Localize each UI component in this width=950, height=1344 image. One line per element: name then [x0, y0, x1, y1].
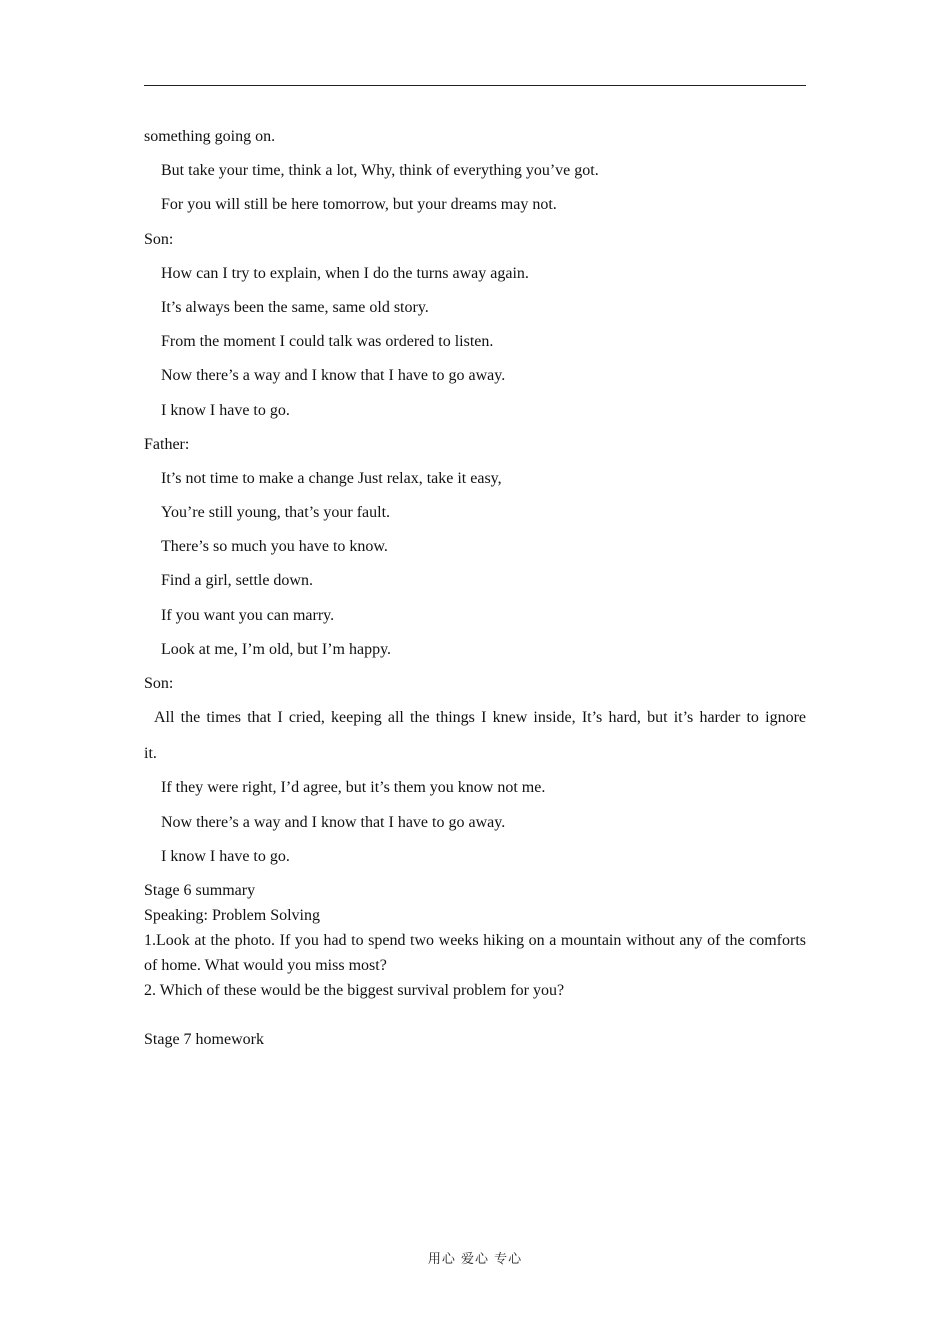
lyrics-section — [144, 124, 806, 878]
lyric-line: There’s so much you have to know. — [161, 538, 388, 556]
lyric-line: Find a girl, settle down. — [161, 572, 313, 590]
question-1: 1.Look at the photo. If you had to spend two weeks hiking on a mountain without any of the comforts of home. What would you miss most? — [144, 931, 806, 974]
lyric-line: It’s always been the same, same old story. — [161, 298, 429, 316]
lyric-line: I know I have to go. — [161, 401, 290, 419]
speaking-heading: Speaking: Problem Solving — [144, 906, 320, 924]
document-body — [144, 124, 806, 1052]
speaker-label: Father: — [144, 435, 190, 453]
stage7-title: Stage 7 homework — [144, 1030, 264, 1048]
spacer — [144, 1003, 806, 1027]
lyric-line: How can I try to explain, when I do the turns away again. — [161, 264, 529, 282]
lyric-line: It’s not time to make a change Just relax, take it easy, — [161, 469, 502, 487]
lyric-line: But take your time, think a lot, Why, think of everything you’ve got. — [161, 162, 599, 180]
page-footer: 用心 爱心 专心 — [427, 1252, 523, 1267]
lyric-line: Now there’s a way and I know that I have to go away. — [161, 813, 506, 831]
lyric-line: You’re still young, that’s your fault. — [161, 504, 391, 522]
speaker-label: Son: — [144, 230, 174, 248]
stage6-title: Stage 6 summary — [144, 881, 256, 899]
speaker-label: Son: — [144, 675, 174, 692]
lyric-line: Now there’s a way and I know that I have to go away. — [161, 367, 506, 385]
lyric-line: it. — [144, 745, 157, 763]
question-2: 2. Which of these would be the biggest survival problem for you? — [144, 981, 565, 999]
lyric-line: For you will still be here tomorrow, but your dreams may not. — [161, 196, 557, 214]
lyric-line: From the moment I could talk was ordered to listen. — [161, 333, 494, 351]
lyric-line: Look at me, I’m old, but I’m happy. — [161, 640, 392, 658]
lyric-line: If they were right, I’d agree, but it’s them you know not me. — [161, 779, 546, 797]
lyric-line: something going on. — [144, 128, 276, 145]
lyric-line: I know I have to go. — [161, 847, 290, 865]
lyric-line: All the times that I cried, keeping all the things I knew inside, It’s hard, but it’s harder to ignore — [154, 709, 806, 727]
lyric-line: If you want you can marry. — [161, 606, 335, 624]
header-rule — [144, 85, 806, 86]
